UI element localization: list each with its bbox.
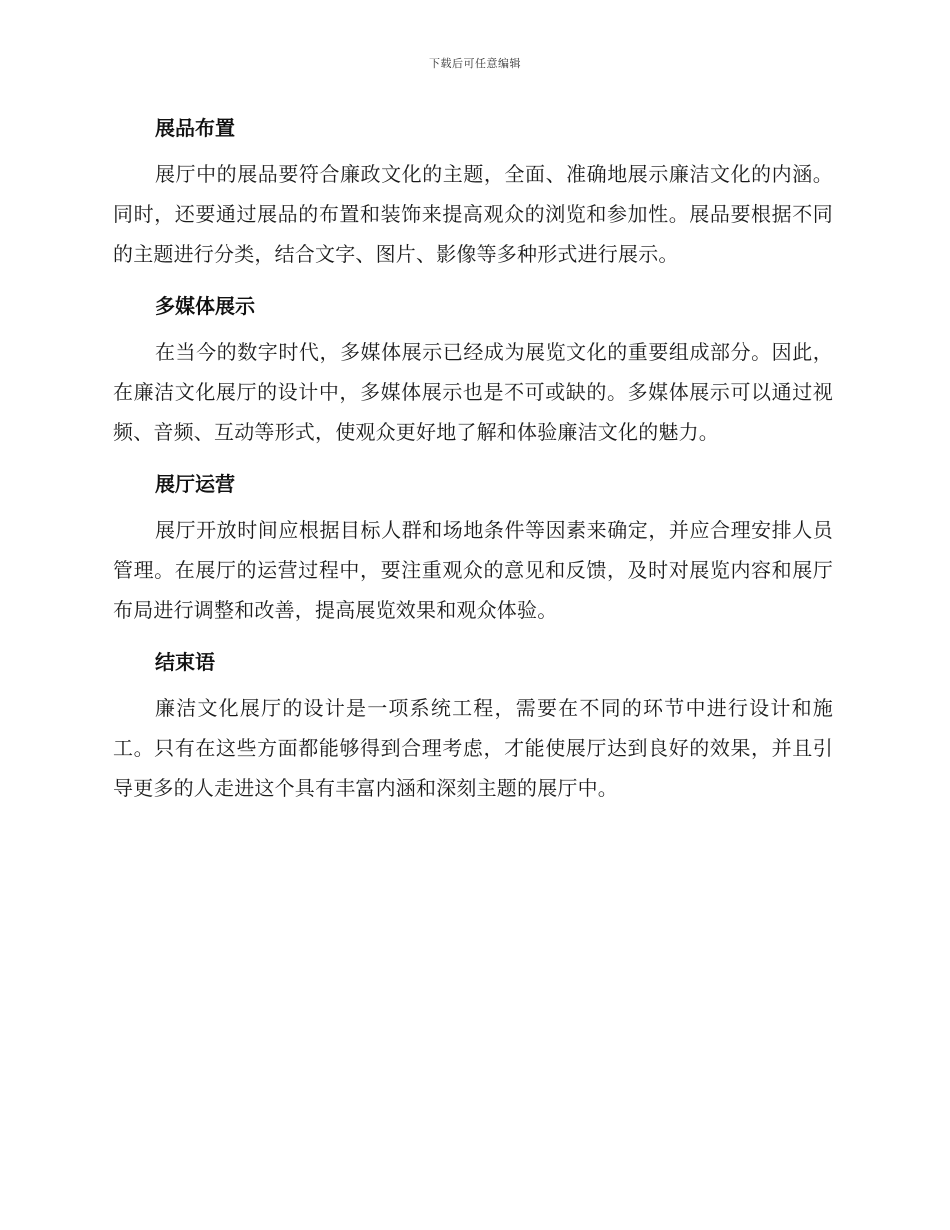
section-operations bbox=[113, 464, 833, 630]
section-exhibit-layout bbox=[113, 108, 833, 274]
section-heading: 展厅运营 bbox=[155, 472, 235, 496]
section-paragraph: 展厅中的展品要符合廉政文化的主题，全面、准确地展示廉洁文化的内涵。同时，还要通过展品的布置和装饰来提高观众的浏览和参加性。展品要根据不同的主题进行分类，结合文字、图片、影像等多种形式进行展示。 bbox=[113, 162, 833, 266]
section-heading: 多媒体展示 bbox=[155, 294, 255, 318]
document-body bbox=[113, 108, 833, 820]
section-multimedia bbox=[113, 286, 833, 452]
section-paragraph: 展厅开放时间应根据目标人群和场地条件等因素来确定，并应合理安排人员管理。在展厅的运营过程中，要注重观众的意见和反馈，及时对展览内容和展厅布局进行调整和改善，提高展览效果和观众体验。 bbox=[113, 518, 833, 622]
section-heading: 结束语 bbox=[155, 650, 215, 674]
section-paragraph: 在当今的数字时代，多媒体展示已经成为展览文化的重要组成部分。因此，在廉洁文化展厅的设计中，多媒体展示也是不可或缺的。多媒体展示可以通过视频、音频、互动等形式，使观众更好地了解和体验廉洁文化的魅力。 bbox=[113, 340, 833, 444]
page-header: 下载后可任意编辑 bbox=[429, 57, 521, 70]
section-paragraph: 廉洁文化展厅的设计是一项系统工程，需要在不同的环节中进行设计和施工。只有在这些方面都能够得到合理考虑，才能使展厅达到良好的效果，并且引导更多的人走进这个具有丰富内涵和深刻主题的展厅中。 bbox=[113, 696, 833, 800]
section-conclusion bbox=[113, 642, 833, 808]
section-heading: 展品布置 bbox=[155, 116, 235, 140]
